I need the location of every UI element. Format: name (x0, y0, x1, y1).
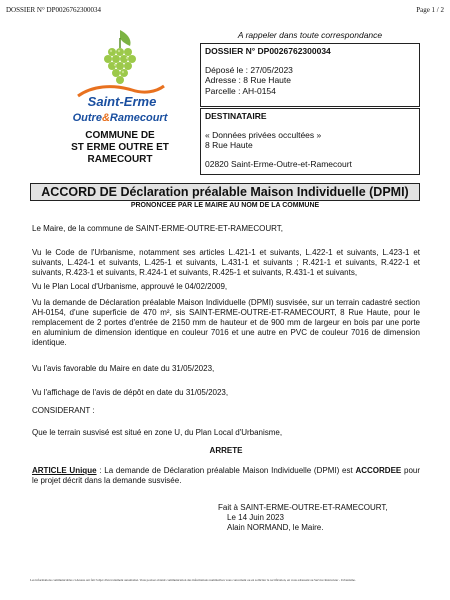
destinataire-city: 02820 Saint-Erme-Outre-et-Ramecourt (205, 158, 352, 169)
document-subtitle: PRONONCEE PAR LE MAIRE AU NOM DE LA COMMUNE (130, 202, 320, 209)
signature-name: Alain NORMAND, le Maire. (227, 523, 324, 532)
signature-date: Le 14 Juin 2023 (227, 513, 284, 522)
article-label: ARTICLE Unique (32, 466, 97, 475)
paragraph-considerant: CONSIDERANT : (32, 406, 95, 415)
paragraph-zone: Que le terrain susvisé est situé en zone U, du Plan Local d'Urbanisme, (32, 428, 283, 437)
destinataire-title: DESTINATAIRE (205, 111, 267, 121)
paragraph-maire: Le Maire, de la commune de SAINT-ERME-OUTRE-ET-RAMECOURT, (32, 224, 284, 233)
commune-name (40, 130, 200, 166)
paragraph-code-urbanisme: Vu le Code de l'Urbanisme, notamment ses articles L.421-1 et suivants, L.422-1 et suivants, L.423-1 et suivants, L.424-1 et suivants, L.425-1 et suivants, L.431-1 et suivants ; R.421-1 et suivants, R.422-1 et suivants, R.423-1 et suivants, R.424-1 et suivants, R.425-1 et suivants, R.431-1 et suivants, (32, 248, 420, 277)
logo-line1: Saint-Erme (87, 94, 157, 109)
destinataire-box (200, 108, 420, 175)
article-decision: ACCORDEE (355, 466, 402, 475)
dossier-adresse: Adresse : 8 Rue Haute (205, 75, 291, 85)
signature-block (218, 503, 418, 533)
paragraph-plu: Vu le Plan Local d'Urbanisme, approuvé le 04/02/2009, (32, 282, 228, 291)
arrete-heading: ARRETE (209, 446, 243, 455)
correspondence-notice: A rappeler dans toute correspondance (237, 30, 383, 40)
legal-footer: Les informations communicables ci-dessus ont fait l'objet d'un traitement automatisé. Vous pouvez obtenir communication des informations nominatives vous concernant ou en solliciter la rectification, en vous adressant au Service Instructeur - Urbanisme. (30, 578, 356, 582)
dossier-parcelle: Parcelle : AH-0154 (205, 85, 276, 96)
paragraph-avis-maire: Vu l'avis favorable du Maire en date du 31/05/2023, (32, 364, 215, 373)
dossier-depose: Déposé le : 27/05/2023 (205, 64, 293, 75)
dossier-box-title: DOSSIER N° DP0026762300034 (205, 46, 331, 56)
article-text1: : La demande de Déclaration préalable Maison Individuelle (DPMI) est (96, 466, 356, 475)
document-title: ACCORD DE Déclaration préalable Maison Individuelle (DPMI) (30, 183, 420, 201)
destinataire-name: « Données privées occultées » (205, 129, 322, 140)
paragraph-affichage: Vu l'affichage de l'avis de dépôt en date du 31/05/2023, (32, 388, 229, 397)
destinataire-street: 8 Rue Haute (205, 140, 253, 150)
page-header (6, 6, 444, 17)
article-text2: pour le projet décrit dans la demande susvisée. (32, 466, 421, 485)
commune-logo (72, 26, 168, 130)
commune-line1: COMMUNE DE (85, 130, 155, 141)
header-page-number: Page 1 / 2 (416, 6, 444, 14)
signature-place: Fait à SAINT-ERME-OUTRE-ET-RAMECOURT, (218, 503, 388, 512)
header-dossier-number: DOSSIER N° DP0026762300034 (6, 6, 101, 14)
paragraph-demande: Vu la demande de Déclaration préalable Maison Individuelle (DPMI) susvisée, sur un terrain cadastré section AH-0154, d'une superficie de 470 m², sis SAINT-ERME-OUTRE-ET-RAMECOURT, 8 Rue Haute, pour le remplacement de 2 portes d'entrée de 2150 mm de hauteur et de 900 mm de largeur en bois par une porte en aluminium de dimension identique en couleur 7016 et une autre en PVC de couleur 7016 de dimension identique. (32, 298, 420, 347)
grape-leaf-logo-icon (72, 26, 168, 130)
article-unique (32, 466, 420, 486)
commune-line2: ST ERME OUTRE ET (71, 142, 169, 153)
logo-line2: Outre&Ramecourt (72, 112, 168, 124)
commune-line3: RAMECOURT (87, 154, 153, 165)
dossier-box (200, 43, 420, 107)
